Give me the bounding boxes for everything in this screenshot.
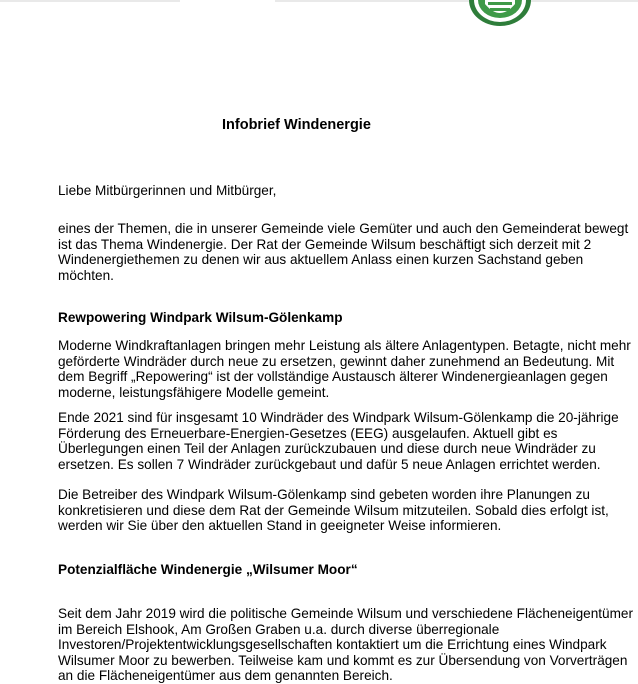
- text-line: Seit dem Jahr 2019 wird die politische Gemeinde Wilsum und verschiedene Flächeneigentümer: [58, 606, 634, 621]
- repowering-paragraph-3: [58, 487, 609, 534]
- text-line: ersetzen. Es sollen 7 Windräder zurückgebaut und dafür 5 neue Anlagen errichtet werden.: [58, 456, 601, 472]
- repowering-paragraph-2: [58, 410, 619, 472]
- text-line: Wilsumer Moor zu bewerben. Teilweise kam und kommt es zur Übersendung von Vorverträgen: [58, 652, 628, 668]
- text-line: werden wir Sie über den aktuellen Stand in geeigneter Weise informieren.: [58, 518, 502, 533]
- text-line: geförderte Windräder durch neue zu ersetzen, gewinnt daher zunehmend an Bedeutung. Mit: [58, 353, 615, 369]
- potenzialflaeche-paragraph-1: [58, 606, 633, 684]
- text-line: ist das Thema Windenergie. Der Rat der Gemeinde Wilsum beschäftigt sich derzeit mit 2: [58, 236, 592, 252]
- page-top-gap: [180, 0, 275, 4]
- repowering-paragraph-1: [58, 338, 631, 400]
- greeting: Liebe Mitbürgerinnen und Mitbürger,: [58, 183, 277, 198]
- text-line: dem Begriff „Repowering“ ist der vollständige Austausch älterer Windenergieanlagen gegen: [58, 369, 608, 384]
- text-line: Die Betreiber des Windpark Wilsum-Gölenkamp sind gebeten worden ihre Planungen zu: [58, 487, 590, 502]
- text-line: moderne, leistungsfähigere Modelle gemeint.: [58, 384, 330, 400]
- text-line: Investoren/Projektentwicklungsgesellschaften kontaktiert um die Errichtung eines Windpark: [58, 637, 607, 652]
- text-line: Moderne Windkraftanlagen bringen mehr Leistung als ältere Anlagentypen. Betagte, nicht mehr: [58, 338, 631, 353]
- section-heading-repowering: Rewpowering Windpark Wilsum-Gölenkamp: [58, 310, 343, 325]
- text-line: eines der Themen, die in unserer Gemeinde viele Gemüter und auch den Gemeinderat bewegt: [58, 221, 629, 236]
- page-top-edge: [0, 0, 638, 2]
- document-title: Infobrief Windenergie: [222, 117, 371, 133]
- text-line: konkretisieren und diese dem Rat der Gemeinde Wilsum mitzuteilen. Sobald dies erfolgt ist,: [58, 502, 609, 518]
- text-line: Ende 2021 sind für insgesamt 10 Windräder des Windpark Wilsum-Gölenkamp die 20-jährige: [58, 410, 619, 425]
- text-line: Förderung des Erneuerbare-Energien-Gesetzes (EEG) ausgelaufen. Aktuell gibt es: [58, 425, 558, 441]
- section-heading-potenzialflaeche: Potenzialfläche Windenergie „Wilsumer Moor“: [58, 562, 358, 577]
- text-line: Windenergiethemen zu denen wir aus aktuellem Anlass einen kurzen Sachstand geben: [58, 252, 584, 267]
- text-line: möchten.: [58, 267, 114, 283]
- text-line: im Bereich Elshook, Am Großen Graben u.a. durch diverse überregionale: [58, 621, 500, 637]
- municipality-crest-icon: [468, 0, 532, 27]
- text-line: an die Flächeneigentümer aus dem genannten Bereich.: [58, 668, 393, 683]
- intro-paragraph: [58, 221, 628, 283]
- text-line: Überlegungen einen Teil der Anlagen zurückzubauen und diese durch neue Windräder zu: [58, 441, 596, 456]
